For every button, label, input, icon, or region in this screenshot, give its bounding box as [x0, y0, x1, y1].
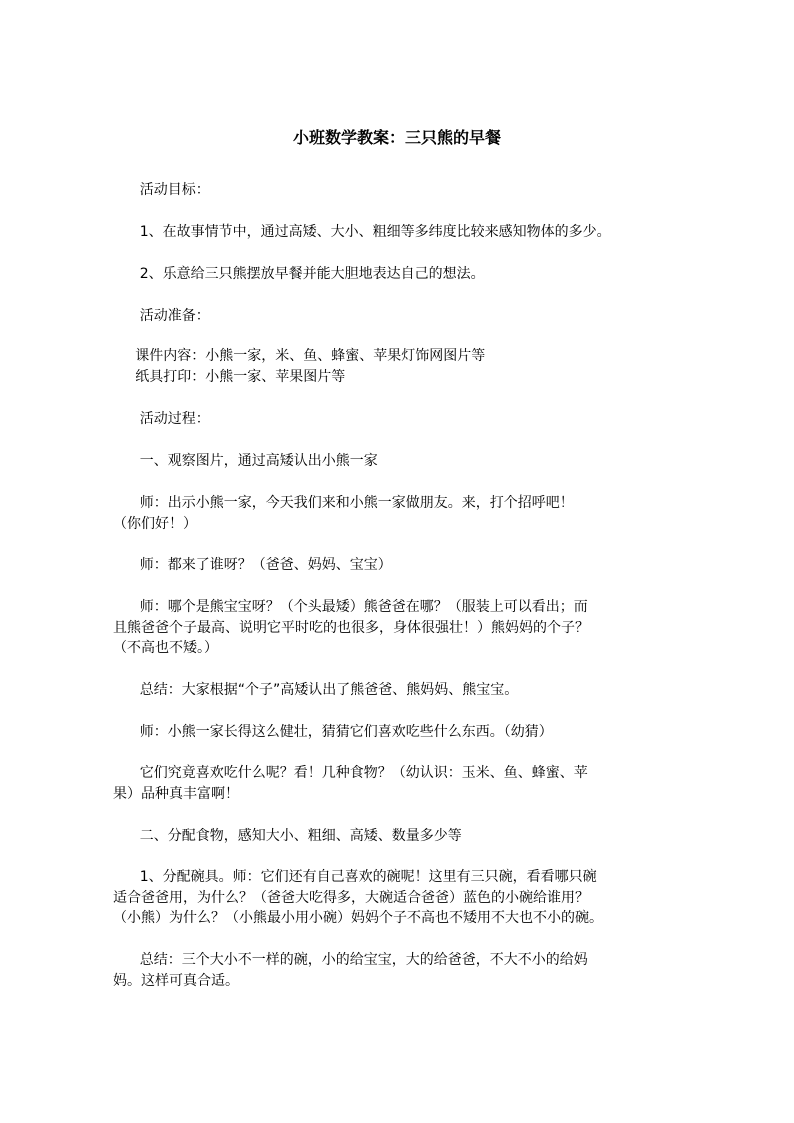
text-line: 总结：大家根据“个子”高矮认出了熊爸爸、熊妈妈、熊宝宝。: [113, 682, 519, 698]
text-line: 2、乐意给三只熊摆放早餐并能大胆地表达自己的想法。: [113, 266, 485, 282]
paragraph-bowls: [113, 867, 683, 929]
text-line: 师：哪个是熊宝宝呀？（个头最矮）熊爸爸在哪？（服装上可以看出；而: [113, 599, 588, 615]
text-line: 适合爸爸用，为什么？（爸爸大吃得多，大碗适合爸爸）蓝色的小碗给谁用？: [113, 889, 589, 906]
text-line: 妈。这样可真合适。: [113, 972, 239, 989]
paragraph-prep-heading: [113, 306, 683, 327]
text-line: 果）品种真丰富啊！: [113, 785, 239, 802]
paragraph-prep-items: [113, 346, 683, 387]
paragraph-which-bear: [113, 597, 683, 659]
paragraph-greeting: [113, 493, 683, 534]
text-line: （你们好！）: [113, 515, 197, 532]
paragraph-guess-food: [113, 722, 683, 743]
text-line: 它们究竟喜欢吃什么呢？看！几种食物？（幼认识：玉米、鱼、蜂蜜、苹: [113, 765, 588, 781]
text-line: 活动准备：: [113, 308, 210, 324]
text-line: 师：出示小熊一家，今天我们来和小熊一家做朋友。来，打个招呼吧！: [113, 495, 574, 511]
paragraph-summary-1: [113, 680, 683, 701]
paragraph-goals-heading: [113, 180, 683, 201]
text-line: 活动过程：: [113, 411, 210, 427]
text-line: 总结：三个大小不一样的碗，小的给宝宝，大的给爸爸，不大不小的给妈: [113, 952, 588, 968]
text-line: 一、观察图片，通过高矮认出小熊一家: [113, 453, 378, 469]
paragraph-goal-1: [113, 222, 683, 243]
document-title: 小班数学教案：三只熊的早餐: [292, 128, 501, 147]
paragraph-foods: [113, 763, 683, 804]
text-line: 1、分配碗具。师：它们还有自己喜欢的碗呢！这里有三只碗，看看哪只碗: [113, 869, 597, 885]
paragraph-summary-2: [113, 950, 683, 991]
text-line: 二、分配食物，感知大小、粗细、高矮、数量多少等: [113, 828, 462, 844]
paragraph-who-came: [113, 555, 683, 576]
text-line: 纸具打印：小熊一家、苹果图片等: [113, 368, 346, 385]
text-line: （不高也不矮。）: [113, 640, 218, 656]
text-line: 课件内容：小熊一家，米、鱼、蜂蜜、苹果灯饰网图片等: [113, 348, 486, 364]
text-line: （小熊）为什么？（小熊最小用小碗）妈妈个子不高也不矮用不大也不小的碗。: [113, 910, 603, 926]
text-line: 活动目标：: [113, 182, 210, 198]
text-line: 师：都来了谁呀？（爸爸、妈妈、宝宝）: [113, 557, 392, 573]
text-line: 1、在故事情节中，通过高矮、大小、粗细等多纬度比较来感知物体的多少。: [113, 224, 611, 240]
paragraph-goal-2: [113, 264, 683, 285]
paragraph-process-heading: [113, 409, 683, 430]
paragraph-section-1-heading: [113, 451, 683, 472]
paragraph-section-2-heading: [113, 826, 683, 847]
text-line: 且熊爸爸个子最高、说明它平时吃的也很多，身体很强壮！）熊妈妈的个子？: [113, 619, 589, 636]
text-line: 师：小熊一家长得这么健壮，猜猜它们喜欢吃些什么东西。（幼猜）: [113, 724, 553, 740]
